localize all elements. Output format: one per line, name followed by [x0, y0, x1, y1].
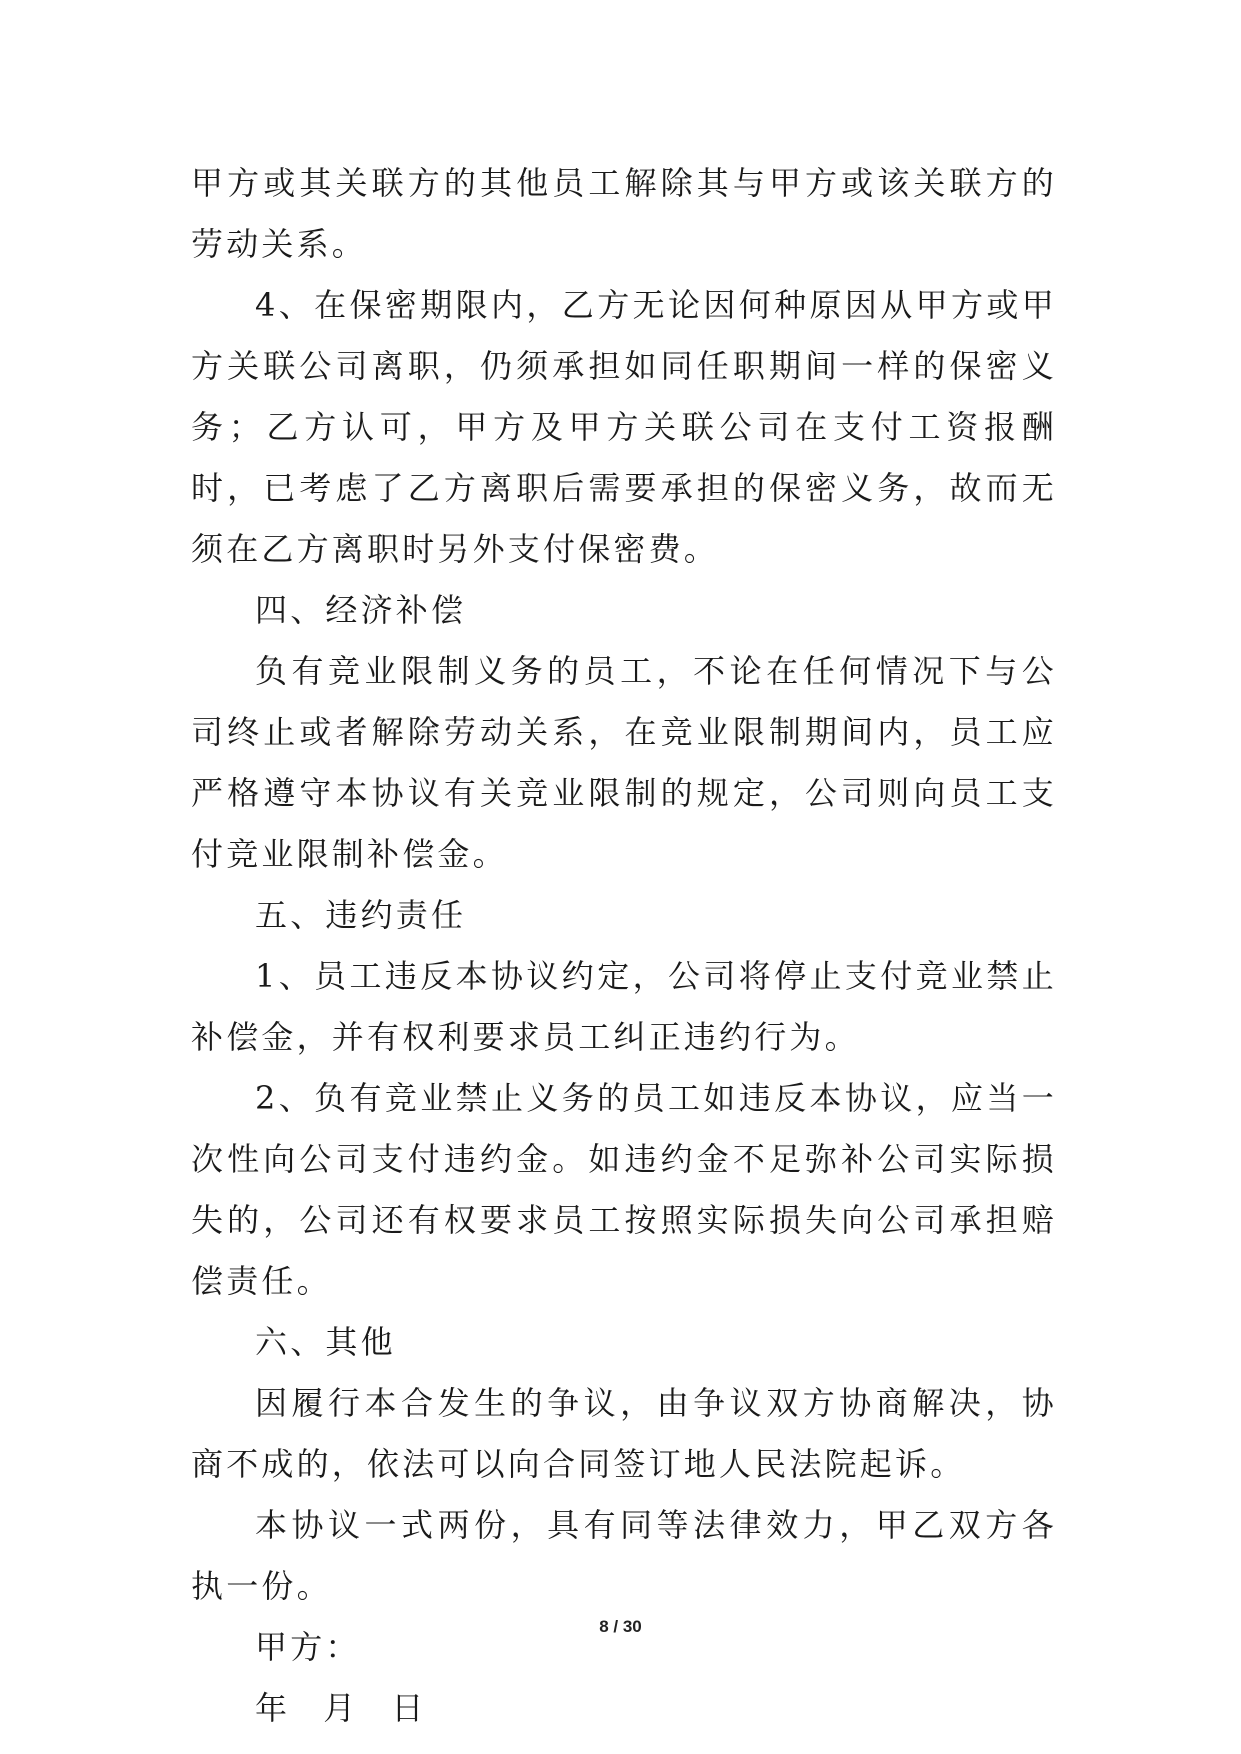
paragraph-continuation: 甲方或其关联方的其他员工解除其与甲方或该关联方的劳动关系。 [191, 164, 1057, 263]
document-page [191, 153, 1057, 1739]
date-year-label: 年 [255, 1689, 288, 1727]
paragraph-breach-clause-1: 1、员工违反本协议约定，公司将停止支付竞业禁止补偿金，并有权利要求员工纠正违约行为。 [191, 957, 1057, 1056]
date-line [191, 1678, 1057, 1739]
party-a-signature-label: 甲方： [255, 1628, 361, 1666]
paragraph-dispute-resolution: 因履行本合发生的争议，由争议双方协商解决，协商不成的，依法可以向合同签订地人民法院起诉。 [191, 1384, 1057, 1483]
section-heading-economic-compensation: 四、经济补偿 [255, 591, 467, 629]
date-day-label: 日 [391, 1689, 424, 1727]
section-heading-other: 六、其他 [255, 1323, 396, 1361]
paragraph-compensation: 负有竞业限制义务的员工，不论在任何情况下与公司终止或者解除劳动关系，在竞业限制期间内，员工应严格遵守本协议有关竞业限制的规定，公司则向员工支付竞业限制补偿金。 [191, 652, 1057, 873]
paragraph-confidentiality-clause-4: 4、在保密期限内，乙方无论因何种原因从甲方或甲方关联公司离职，仍须承担如同任职期间一样的保密义务；乙方认可，甲方及甲方关联公司在支付工资报酬时，已考虑了乙方离职后需要承担的保密义务，故而无须在乙方离职时另外支付保密费。 [191, 286, 1057, 568]
page-number: 8 / 30 [599, 1617, 642, 1636]
paragraph-copies: 本协议一式两份，具有同等法律效力，甲乙双方各执一份。 [191, 1506, 1057, 1605]
date-month-label: 月 [323, 1689, 356, 1727]
paragraph-breach-clause-2: 2、负有竞业禁止义务的员工如违反本协议，应当一次性向公司支付违约金。如违约金不足弥补公司实际损失的，公司还有权要求员工按照实际损失向公司承担赔偿责任。 [191, 1079, 1057, 1300]
section-heading-breach-liability: 五、违约责任 [255, 896, 467, 934]
